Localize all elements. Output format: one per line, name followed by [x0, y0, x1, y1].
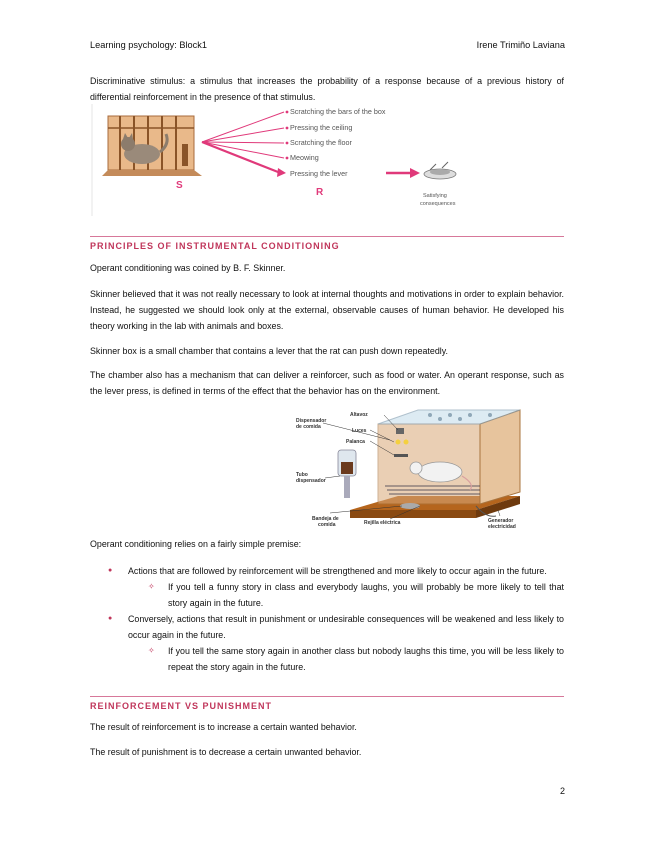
bullet-reinforcement: ● Actions that are followed by reinforcement will be strengthened and more likely to occur again in the future. [90, 563, 564, 579]
label-generador-2: electricidad [488, 524, 516, 530]
rat-head [410, 462, 422, 474]
paragraph-punishment-result: The result of punishment is to decrease a certain unwanted behavior. [90, 747, 362, 757]
label-dispensador-2: de comida [296, 424, 321, 430]
response-5: Pressing the lever [290, 169, 348, 178]
section-divider-2 [90, 696, 564, 697]
sub-bullet-same-story: ✧ If you tell the same story again in another class but nobody laughs this time, you will be less likely to repeat the story again in the future. [90, 643, 564, 675]
label-tubo-1: Tubo [296, 472, 308, 478]
response-4: Meowing [290, 153, 319, 162]
premise-list [90, 563, 564, 675]
label-dispensador-1: Dispensador [296, 418, 327, 424]
skinner-box-illustration [338, 410, 520, 518]
food-dish-icon [424, 162, 456, 179]
sub-bullet-funny-story: ✧ If you tell a funny story in class and everybody laughs, you will probably be more likely to tell that story again in the future. [90, 579, 564, 611]
response-2: Pressing the ceiling [290, 123, 353, 132]
header-right: Irene Trimiño Laviana [476, 40, 565, 50]
skinner-box-figure [290, 406, 530, 534]
label-altavoz: Altavoz [350, 412, 368, 418]
label-rejilla: Rejilla eléctrica [364, 520, 401, 526]
section-divider-1 [90, 236, 564, 237]
bullet-punishment: ● Conversely, actions that result in punishment or undesirable consequences will be weakened and less likely to occur again in the future. [90, 611, 564, 643]
label-bandeja-1: Bandeja de [312, 516, 339, 522]
response-3: Scratching the floor [290, 138, 352, 147]
paragraph-chamber: The chamber also has a mechanism that can deliver a reinforcer, such as food or water. An operant response, such as the lever press, is defined in terms of the effect that the behavior has on the environment. [90, 370, 564, 396]
cat-head [121, 137, 135, 151]
s-label: S [176, 180, 183, 191]
header-left: Learning psychology: Block1 [90, 40, 207, 50]
paragraph-skinner-belief: Skinner believed that it was not really necessary to look at internal thoughts and motivations in order to explain behavior. Instead, he suggested we should look only at the external, observable causes of human behavior. He developed his theory working in the lab with animals and boxes. [90, 289, 564, 331]
response-1: Scratching the bars of the box [290, 107, 386, 116]
lever [394, 454, 408, 457]
label-bandeja-2: comida [318, 522, 336, 528]
r-label: R [316, 187, 324, 198]
rat-body [418, 462, 462, 482]
paragraph-skinner-coined: Operant conditioning was coined by B. F. Skinner. [90, 263, 286, 273]
lever-arrowhead [277, 168, 286, 177]
dispenser-tube [344, 476, 350, 498]
label-tubo-2: dispensador [296, 478, 326, 484]
intro-paragraph: Discriminative stimulus: a stimulus that increases the probability of a response because of a previous history of differential reinforcement in the presence of that stimulus. [90, 76, 564, 102]
label-luces: Luces [352, 428, 367, 434]
page-number: 2 [559, 786, 565, 796]
label-generador-1: Generador [488, 518, 514, 524]
food-tray [400, 503, 420, 509]
consequence-label-2: consequences [420, 201, 456, 207]
paragraph-reinforcement-result: The result of reinforcement is to increase a certain wanted behavior. [90, 722, 357, 732]
light [396, 440, 401, 445]
section-title-principles: PRINCIPLES OF INSTRUMENTAL CONDITIONING [90, 241, 340, 251]
paragraph-premise: Operant conditioning relies on a fairly simple premise: [90, 539, 302, 549]
consequence-label-1: Satisfying [423, 193, 447, 199]
lever [182, 144, 188, 166]
section-title-reinforcement: REINFORCEMENT VS PUNISHMENT [90, 701, 273, 711]
label-palanca: Palanca [346, 439, 365, 445]
cat-puzzle-box-figure [90, 104, 470, 218]
cat-box-illustration [102, 116, 202, 176]
response-arrows [202, 112, 284, 172]
paragraph-skinner-box: Skinner box is a small chamber that contains a lever that the rat can push down repeatedly. [90, 346, 448, 356]
